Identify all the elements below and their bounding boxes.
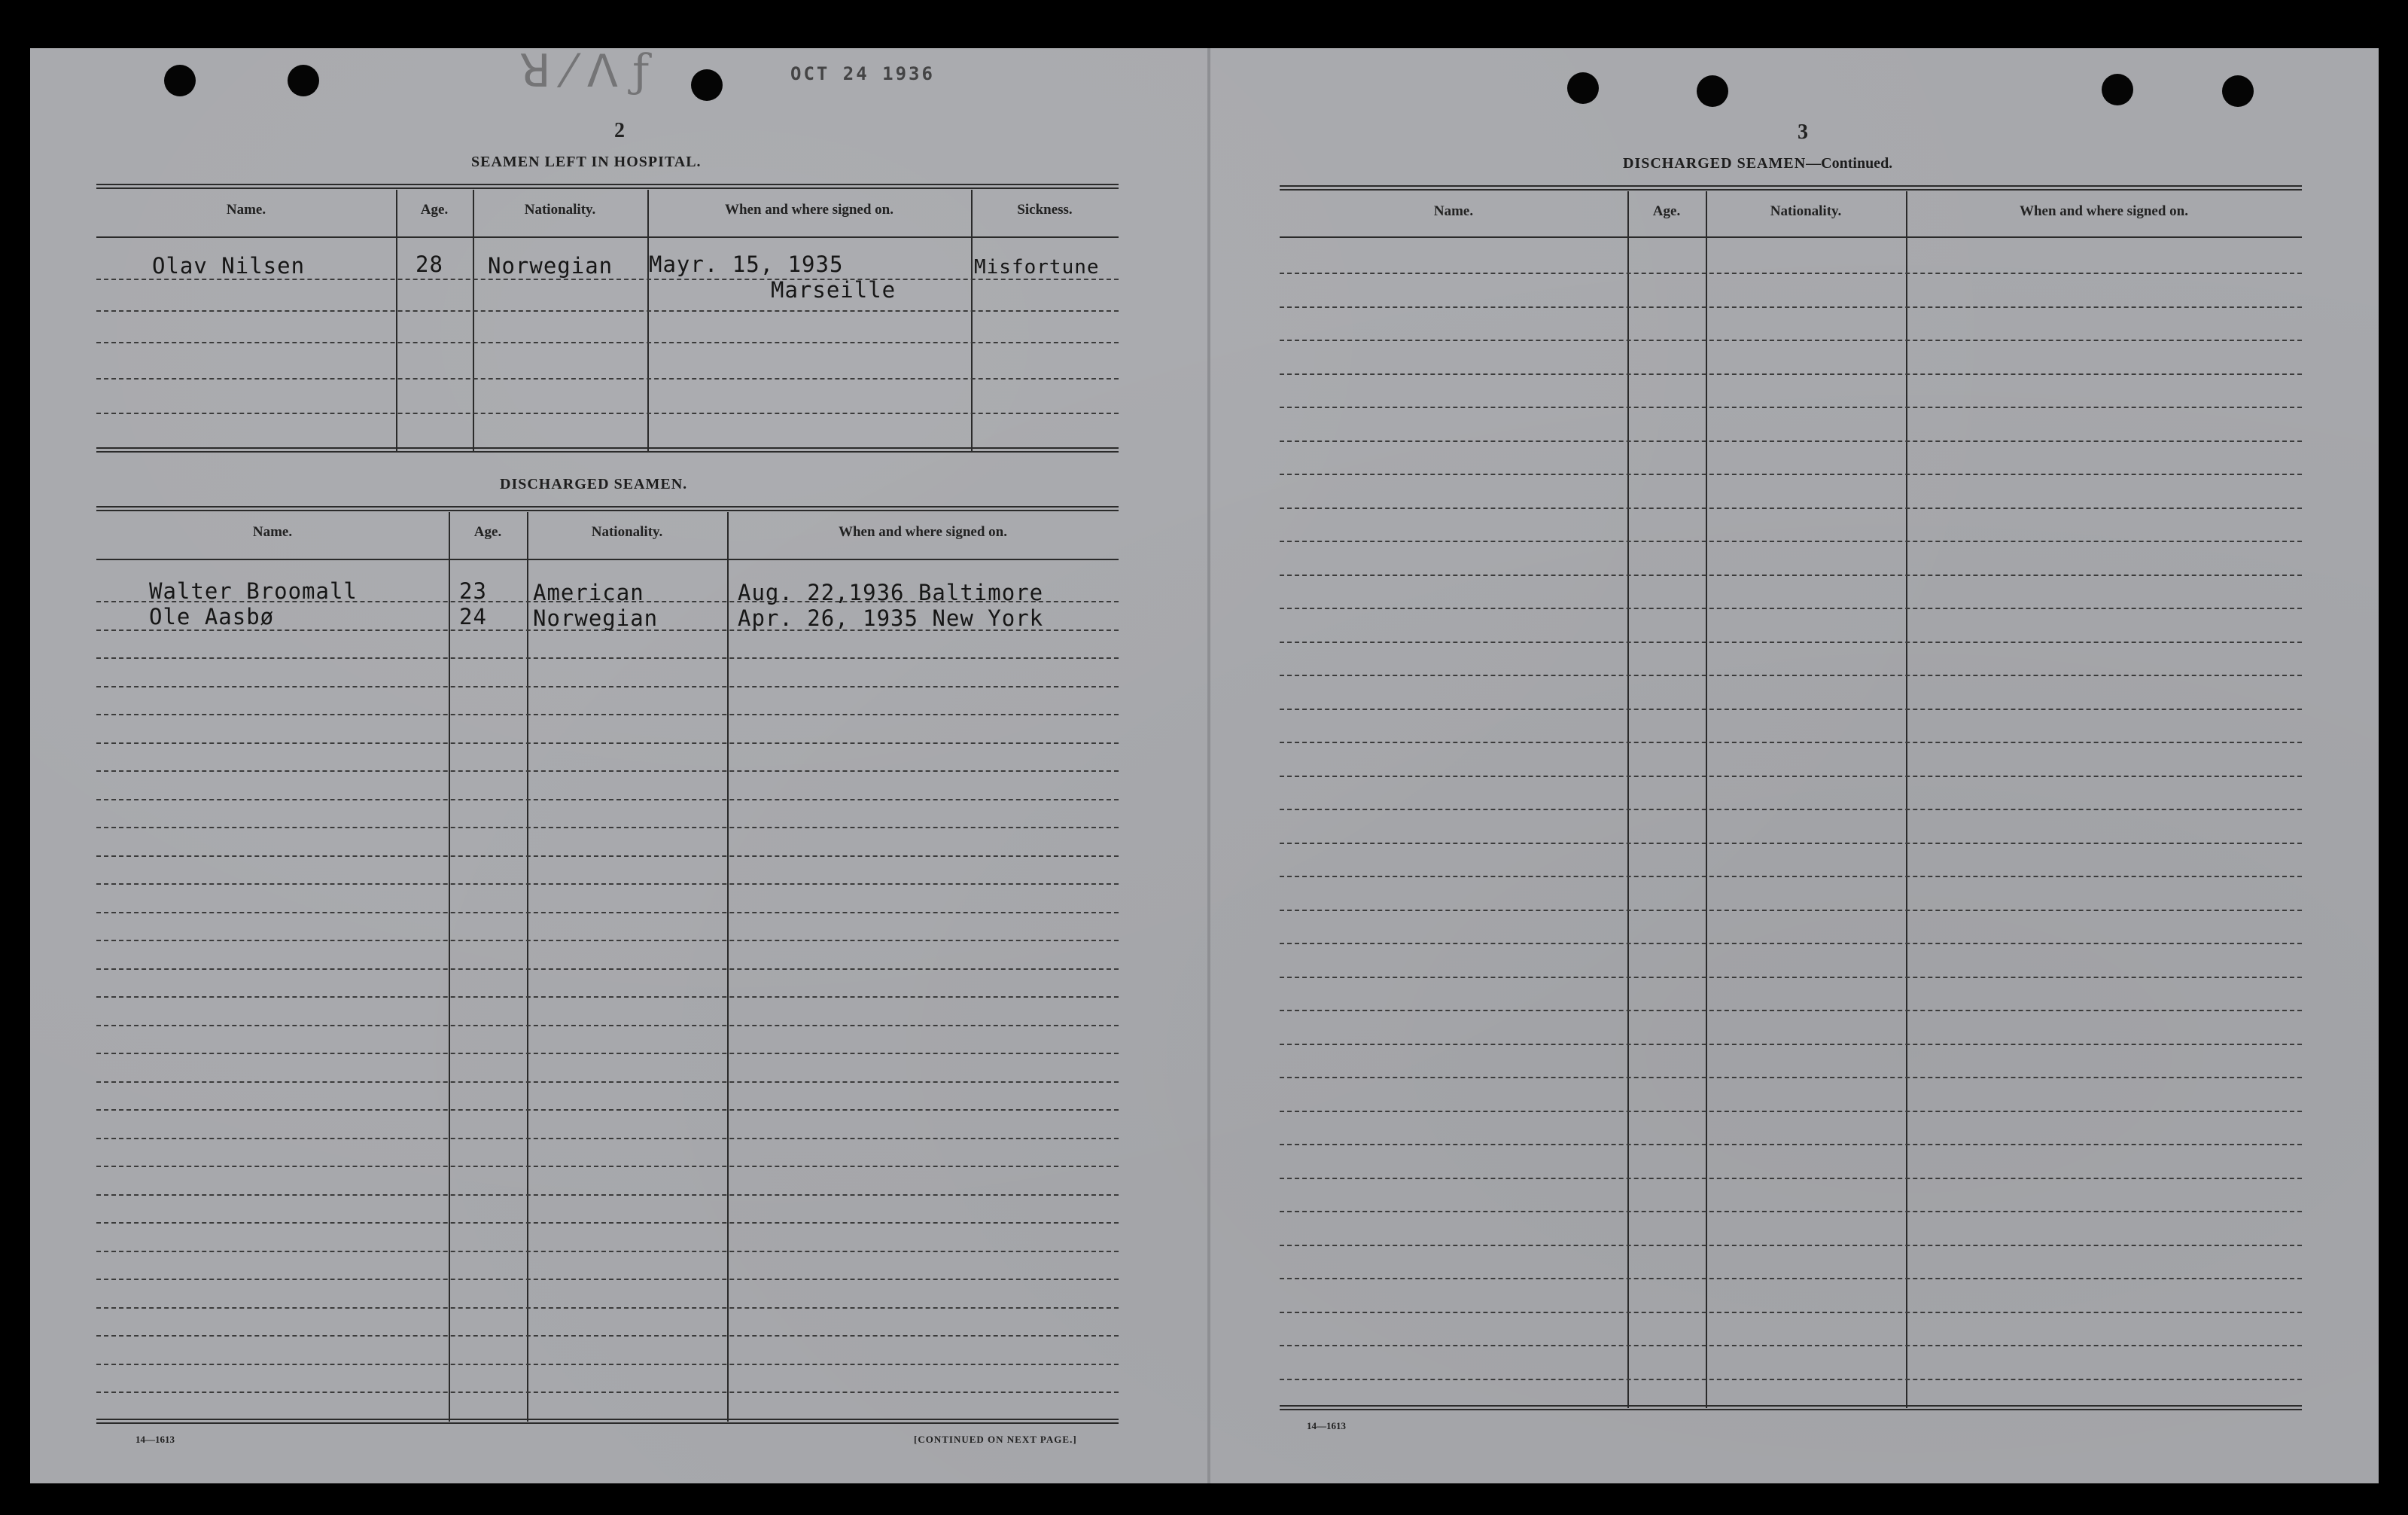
row-line <box>1280 608 2302 609</box>
hospital-col-age: Age. <box>420 202 449 218</box>
row-line <box>96 1053 1119 1054</box>
row-line <box>96 1335 1119 1337</box>
row-line <box>1280 1312 2302 1313</box>
row-line <box>1280 273 2302 274</box>
row-line <box>96 1081 1119 1083</box>
row-line <box>96 1307 1119 1309</box>
discharged-row-name: Ole Aasbø <box>149 604 275 629</box>
continued-col-age: Age. <box>1652 203 1681 219</box>
row-line <box>1280 977 2302 978</box>
row-line <box>96 883 1119 885</box>
row-line <box>96 1364 1119 1365</box>
hospital-row-nationality: Norwegian <box>488 253 613 279</box>
row-line <box>96 742 1119 744</box>
continued-col-nationality: Nationality. <box>1770 203 1842 219</box>
hospital-section-title: SEAMEN LEFT IN HOSPITAL. <box>471 154 702 170</box>
discharged-col-age: Age. <box>473 524 502 540</box>
hospital-row-age: 28 <box>416 251 443 277</box>
row-line <box>1280 1379 2302 1380</box>
form-number-left: 14—1613 <box>135 1434 175 1445</box>
row-line <box>1280 843 2302 844</box>
row-line <box>1280 943 2302 944</box>
row-line <box>1280 508 2302 509</box>
continued-section-title <box>1623 155 1892 172</box>
hospital-row-sickness: Misfortune <box>974 256 1100 279</box>
discharged-col-name: Name. <box>252 524 293 540</box>
row-line <box>1280 1245 2302 1246</box>
continued-col-signed-on: When and where signed on. <box>2019 203 2188 219</box>
discharged-row-signed-on: Apr. 26, 1935 New York <box>738 605 1044 631</box>
row-line <box>96 1025 1119 1026</box>
page-fold <box>1207 48 1210 1483</box>
row-line <box>1280 809 2302 810</box>
continued-section-title-main: DISCHARGED SEAMEN <box>1623 155 1807 172</box>
row-line <box>96 686 1119 687</box>
discharged-section-title: DISCHARGED SEAMEN. <box>500 476 688 492</box>
row-line <box>1280 910 2302 911</box>
hospital-col-sickness: Sickness. <box>1017 202 1073 218</box>
document-sheet <box>30 48 2379 1483</box>
hospital-row-signed-on: Mayr. 15, 1935 <box>649 251 844 277</box>
row-line <box>1280 742 2302 743</box>
row-line <box>1280 876 2302 877</box>
row-line <box>1280 1211 2302 1212</box>
hospital-col-nationality: Nationality. <box>524 202 596 218</box>
row-line <box>96 1251 1119 1252</box>
punch-hole <box>1567 72 1599 104</box>
row-line <box>1280 1144 2302 1145</box>
row-line <box>96 968 1119 970</box>
row-line <box>1280 474 2302 475</box>
row-line <box>1280 541 2302 542</box>
row-line <box>96 912 1119 913</box>
row-line <box>96 657 1119 659</box>
row-line <box>96 1222 1119 1224</box>
continued-note: [CONTINUED ON NEXT PAGE.] <box>914 1434 1077 1445</box>
row-line <box>96 714 1119 715</box>
row-line <box>1280 1345 2302 1346</box>
row-line <box>1280 575 2302 576</box>
punch-hole <box>691 69 723 101</box>
discharged-col-nationality: Nationality. <box>591 524 663 540</box>
continued-table-top-rule <box>1280 185 2302 191</box>
punch-hole <box>1697 75 1728 107</box>
discharged-row-name: Walter Broomall <box>149 578 358 604</box>
row-line <box>96 1166 1119 1167</box>
discharged-col-signed-on: When and where signed on. <box>838 524 1007 540</box>
page-number-right: 3 <box>1798 120 1808 144</box>
row-line <box>1280 1077 2302 1078</box>
discharged-table-top-rule <box>96 506 1119 511</box>
hospital-table-top-rule <box>96 184 1119 189</box>
row-line <box>1280 776 2302 777</box>
hospital-row-name: Olav Nilsen <box>152 253 306 279</box>
date-stamp: OCT 24 1936 <box>790 63 935 84</box>
discharged-row-age: 24 <box>459 604 487 629</box>
form-number-right: 14—1613 <box>1307 1420 1346 1431</box>
row-line <box>96 940 1119 941</box>
row-line <box>1280 340 2302 341</box>
punch-hole <box>2222 75 2254 107</box>
hospital-row-signed-on-place: Marseille <box>771 277 897 303</box>
row-line <box>96 827 1119 828</box>
row-line <box>1280 306 2302 308</box>
hospital-col-name: Name. <box>226 202 266 218</box>
row-line <box>1280 1178 2302 1179</box>
row-line <box>1280 407 2302 408</box>
punch-hole <box>164 65 196 96</box>
row-line <box>1280 1010 2302 1011</box>
row-line <box>96 799 1119 800</box>
row-line <box>96 770 1119 772</box>
continued-section-title-suffix: —Continued. <box>1806 155 1893 172</box>
row-line <box>1280 440 2302 442</box>
row-line <box>1280 1044 2302 1045</box>
discharged-row-nationality: Norwegian <box>533 605 659 631</box>
discharged-row-age: 23 <box>459 578 487 604</box>
row-line <box>96 855 1119 857</box>
row-line <box>96 1279 1119 1280</box>
row-line <box>1280 675 2302 676</box>
discharged-row-signed-on: Aug. 22,1936 Baltimore <box>738 580 1044 605</box>
row-line <box>96 1138 1119 1139</box>
hospital-col-signed-on: When and where signed on. <box>724 202 893 218</box>
row-line <box>1280 709 2302 710</box>
row-line <box>96 1392 1119 1393</box>
continued-col-name: Name. <box>1433 203 1474 219</box>
row-line <box>96 996 1119 998</box>
punch-hole <box>288 65 319 96</box>
row-line <box>1280 1278 2302 1279</box>
row-line <box>1280 642 2302 643</box>
page-number-left: 2 <box>614 119 625 142</box>
row-line <box>1280 373 2302 375</box>
handwritten-mark: ꓤ ⁄ ᐱ ƒ <box>519 45 650 98</box>
row-line <box>96 1194 1119 1196</box>
discharged-row-nationality: American <box>533 580 644 605</box>
row-line <box>96 1109 1119 1111</box>
punch-hole <box>2102 74 2133 105</box>
row-line <box>1280 1111 2302 1112</box>
